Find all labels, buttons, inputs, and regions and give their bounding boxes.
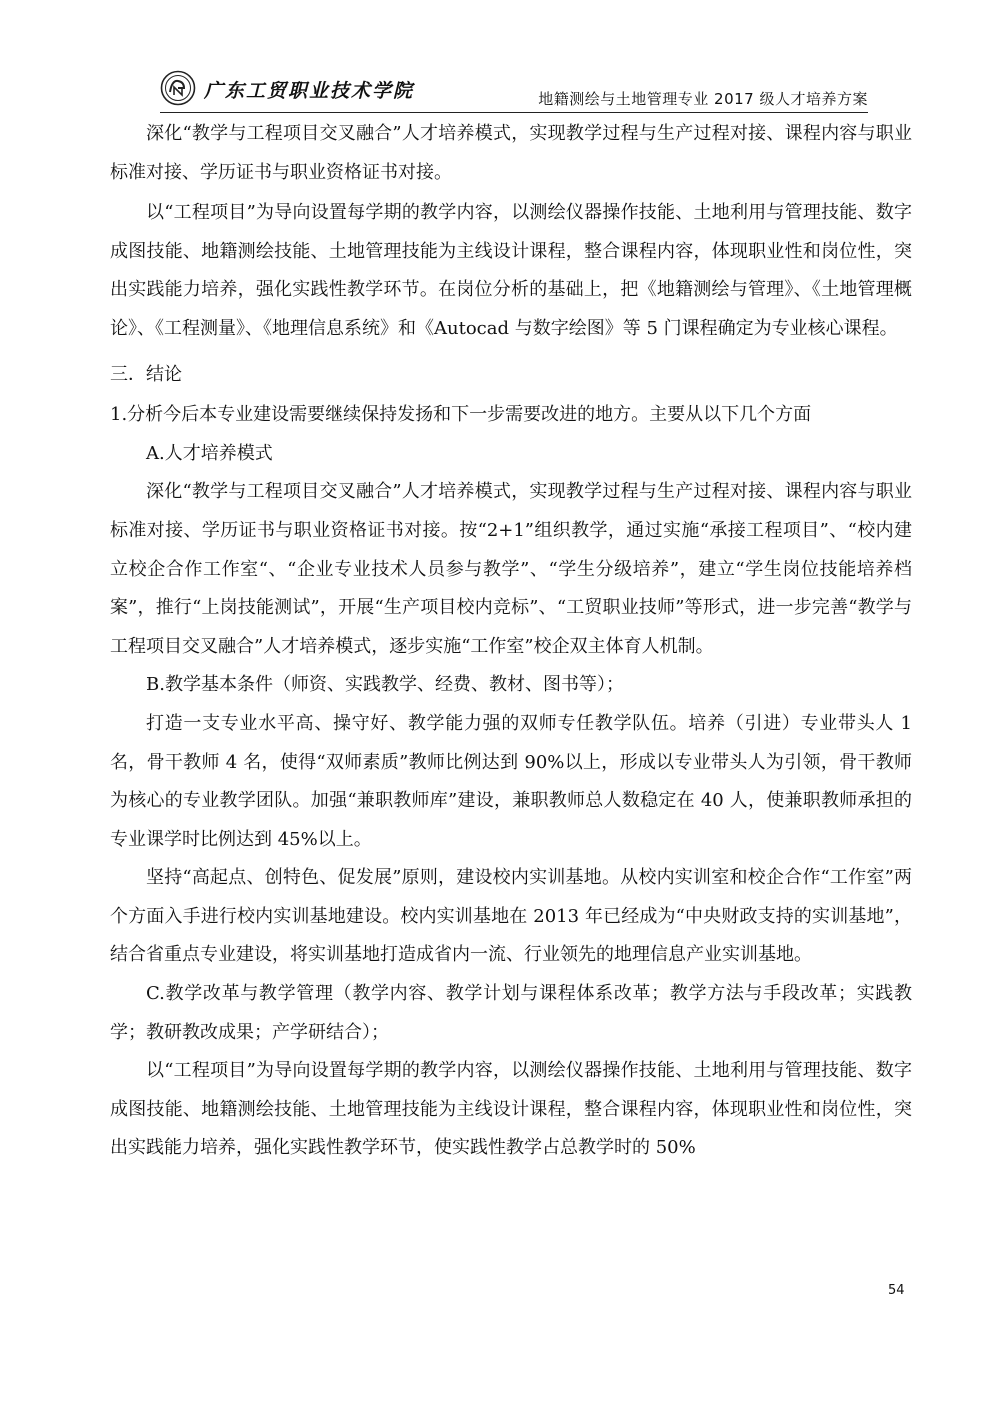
- school-name: 广东工贸职业技术学院: [204, 80, 415, 102]
- section-heading: 三．结论: [110, 363, 182, 385]
- paragraph: 深化“教学与工程项目交叉融合”人才培养模式，实现教学过程与生产过程对接、课程内容与职业标准对接、学历证书与职业资格证书对接。按“2+1”组织教学，通过实施“承接工程项目”、“校内建立校企合作工作室“、“企业专业技术人员参与教学”、“学生分级培养”，建立“学生岗位技能培养档案”，推行“上岗技能测试”，开展“生产项目校内竞标”、“工贸职业技师”等形式，进一步完善“教学与工程项目交叉融合”人才培养模式，逐步实施“工作室”校企双主体育人机制。: [110, 481, 912, 657]
- paragraph: 坚持“高起点、创特色、促发展”原则，建设校内实训基地。从校内实训室和校企合作“工作室”两个方面入手进行校内实训基地建设。校内实训基地在 2013 年已经成为“中央财政支持的实训基地”，结合省重点专业建设，将实训基地打造成省内一流、行业领先的地理信息产业实训基地。: [110, 867, 912, 966]
- page-content: [110, 115, 912, 1168]
- subsection-heading: A.人才培养模式: [146, 442, 273, 464]
- list-item: 1.分析今后本专业建设需要继续保持发扬和下一步需要改进的地方。主要从以下几个方面: [110, 404, 812, 426]
- school-logo-icon: [160, 70, 196, 106]
- subsection-heading: B.教学基本条件（师资、实践教学、经费、教材、图书等）；: [146, 674, 624, 696]
- page-header: [160, 68, 868, 113]
- page-number: 54: [888, 1283, 905, 1298]
- paragraph: 打造一支专业水平高、操守好、教学能力强的双师专任教学队伍。培养（引进）专业带头人 1 名，骨干教师 4 名，使得“双师素质”教师比例达到 90%以上，形成以专业带头人为引领，骨干教师为核心的专业教学团队。加强“兼职教师库”建设，兼职教师总人数稳定在 40 人，使兼职教师承担的专业课学时比例达到 45%以上。: [110, 712, 912, 850]
- paragraph: 以“工程项目”为导向设置每学期的教学内容，以测绘仪器操作技能、土地利用与管理技能、数字成图技能、地籍测绘技能、土地管理技能为主线设计课程，整合课程内容，体现职业性和岗位性，突出实践能力培养，强化实践性教学环节，使实践性教学占总教学时的 50%: [110, 1060, 912, 1159]
- paragraph: 以“工程项目”为导向设置每学期的教学内容，以测绘仪器操作技能、土地利用与管理技能、数字成图技能、地籍测绘技能、土地管理技能为主线设计课程，整合课程内容，体现职业性和岗位性，突出实践能力培养，强化实践性教学环节。在岗位分析的基础上，把《地籍测绘与管理》、《土地管理概论》、《工程测量》、《地理信息系统》和《Autocad 与数字绘图》等 5 门课程确定为专业核心课程。: [110, 202, 912, 339]
- paragraph: 深化“教学与工程项目交叉融合”人才培养模式，实现教学过程与生产过程对接、课程内容与职业标准对接、学历证书与职业资格证书对接。: [110, 123, 912, 183]
- subsection-heading: C.教学改革与教学管理（教学内容、教学计划与课程体系改革；教学方法与手段改革；实践教学；教研教改成果；产学研结合）；: [110, 983, 912, 1043]
- document-title: 地籍测绘与土地管理专业 2017 级人才培养方案: [538, 90, 868, 108]
